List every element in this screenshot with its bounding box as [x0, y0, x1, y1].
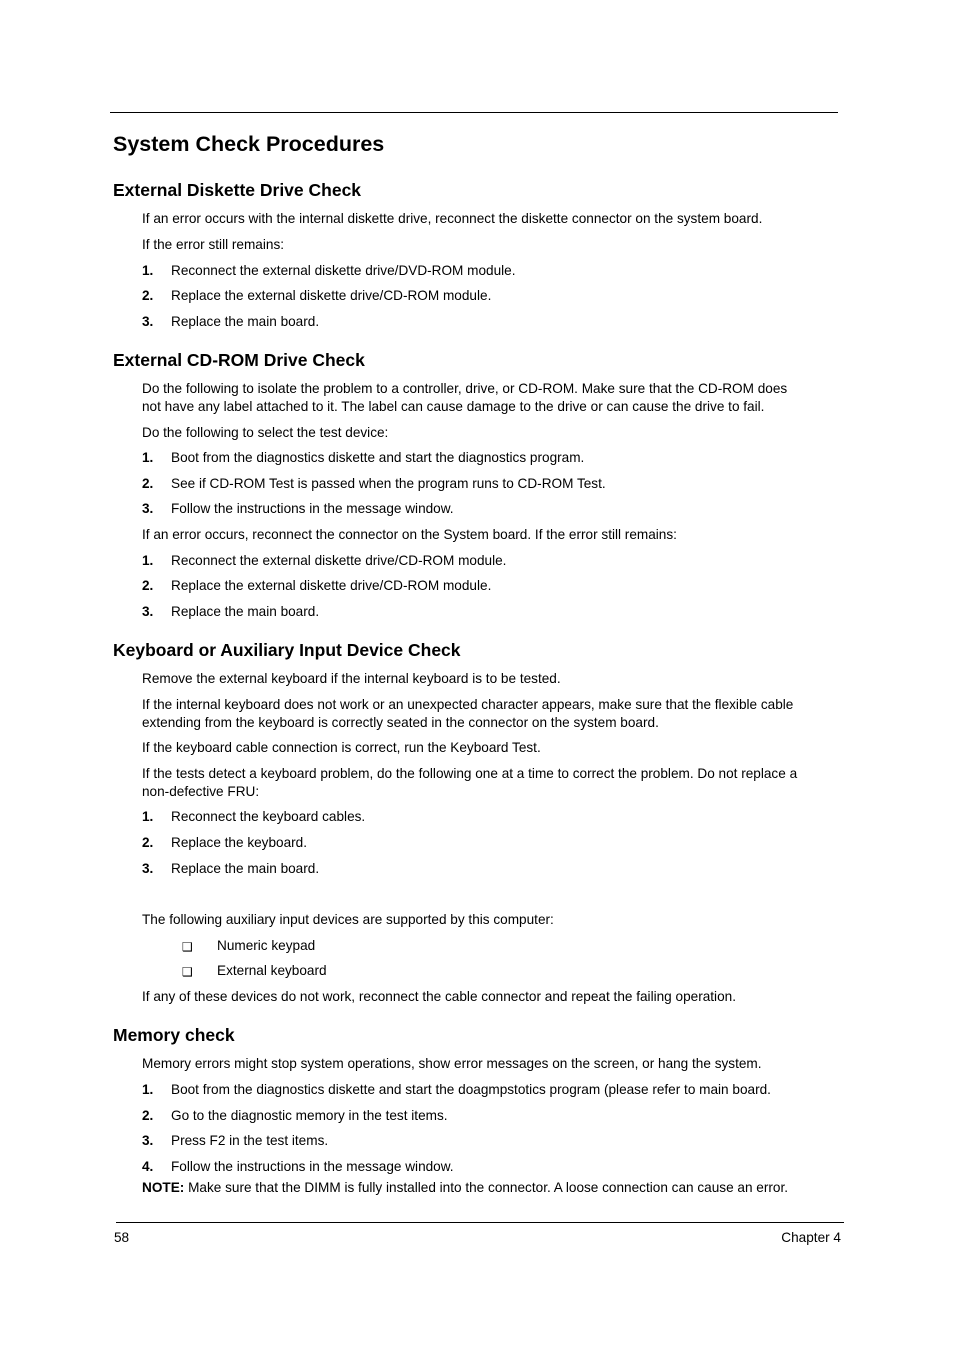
paragraph: extending from the keyboard is correctly seated in the connector on the system board.: [142, 715, 659, 730]
header-rule: [110, 112, 838, 113]
step-number: 3.: [142, 314, 154, 329]
step-number: 4.: [142, 1159, 154, 1174]
paragraph: If the error still remains:: [142, 237, 285, 252]
step-number: 3.: [142, 1133, 154, 1148]
page-number: 58: [114, 1230, 130, 1245]
step-text: Press F2 in the test items.: [171, 1133, 329, 1148]
step-number: 3.: [142, 604, 154, 619]
note: [142, 1179, 788, 1197]
chapter-label: Chapter 4: [781, 1230, 841, 1245]
step-number: 1.: [142, 263, 154, 278]
step-text: Boot from the diagnostics diskette and start the diagnostics program.: [171, 450, 585, 465]
step-text: Replace the main board.: [171, 314, 320, 329]
paragraph: If the keyboard cable connection is correct, run the Keyboard Test.: [142, 740, 541, 755]
note-label: NOTE:: [142, 1180, 185, 1195]
step-text: Reconnect the external diskette drive/CD-ROM module.: [171, 553, 507, 568]
step-text: Replace the external diskette drive/CD-ROM module.: [171, 578, 492, 593]
page-title: System Check Procedures: [113, 132, 385, 156]
paragraph: If the tests detect a keyboard problem, do the following one at a time to correct the problem. Do not replace a: [142, 766, 798, 781]
step-text: Replace the main board.: [171, 604, 320, 619]
section-heading-diskette: External Diskette Drive Check: [113, 180, 362, 200]
paragraph: non-defective FRU:: [142, 784, 260, 799]
section-heading-keyboard: Keyboard or Auxiliary Input Device Check: [113, 640, 461, 660]
step-text: Follow the instructions in the message window.: [171, 501, 454, 516]
step-text: Replace the keyboard.: [171, 835, 308, 850]
step-number: 2.: [142, 476, 154, 491]
step-text: See if CD-ROM Test is passed when the program runs to CD-ROM Test.: [171, 476, 606, 491]
step-text: Replace the external diskette drive/CD-ROM module.: [171, 288, 492, 303]
paragraph: Do the following to select the test device:: [142, 425, 389, 440]
step-text: Reconnect the external diskette drive/DVD-ROM module.: [171, 263, 516, 278]
paragraph: Remove the external keyboard if the internal keyboard is to be tested.: [142, 671, 561, 686]
section-heading-cdrom: External CD-ROM Drive Check: [113, 350, 365, 370]
step-number: 1.: [142, 1082, 154, 1097]
note-text: Make sure that the DIMM is fully installed into the connector. A loose connection can cause an error.: [184, 1180, 789, 1195]
paragraph: If an error occurs, reconnect the connector on the System board. If the error still remains:: [142, 527, 677, 542]
paragraph: If an error occurs with the internal diskette drive, reconnect the diskette connector on the system board.: [142, 211, 763, 226]
step-text: Boot from the diagnostics diskette and start the doagmpstotics program (please refer to main board.: [171, 1082, 771, 1097]
paragraph: The following auxiliary input devices are supported by this computer:: [142, 912, 554, 927]
paragraph: Memory errors might stop system operations, show error messages on the screen, or hang the system.: [142, 1056, 762, 1071]
paragraph: If the internal keyboard does not work or an unexpected character appears, make sure that the flexible cable: [142, 697, 794, 712]
step-text: Follow the instructions in the message window.: [171, 1159, 454, 1174]
checkbox-bullet-icon: ❑: [182, 940, 193, 954]
step-number: 2.: [142, 1108, 154, 1123]
step-text: Reconnect the keyboard cables.: [171, 809, 366, 824]
paragraph: Do the following to isolate the problem to a controller, drive, or CD-ROM. Make sure that the CD-ROM does: [142, 381, 788, 396]
footer-rule: [116, 1222, 844, 1223]
step-text: Replace the main board.: [171, 861, 320, 876]
step-number: 2.: [142, 288, 154, 303]
step-number: 1.: [142, 450, 154, 465]
bullet-text: Numeric keypad: [217, 938, 316, 953]
section-heading-memory: Memory check: [113, 1025, 235, 1045]
step-number: 3.: [142, 861, 154, 876]
step-text: Go to the diagnostic memory in the test items.: [171, 1108, 448, 1123]
step-number: 1.: [142, 553, 154, 568]
bullet-text: External keyboard: [217, 963, 327, 978]
paragraph: If any of these devices do not work, reconnect the cable connector and repeat the failing operation.: [142, 989, 736, 1004]
step-number: 3.: [142, 501, 154, 516]
step-number: 2.: [142, 835, 154, 850]
step-number: 2.: [142, 578, 154, 593]
step-number: 1.: [142, 809, 154, 824]
paragraph: not have any label attached to it. The label can cause damage to the drive or can cause the drive to fail.: [142, 399, 765, 414]
checkbox-bullet-icon: ❑: [182, 965, 193, 979]
